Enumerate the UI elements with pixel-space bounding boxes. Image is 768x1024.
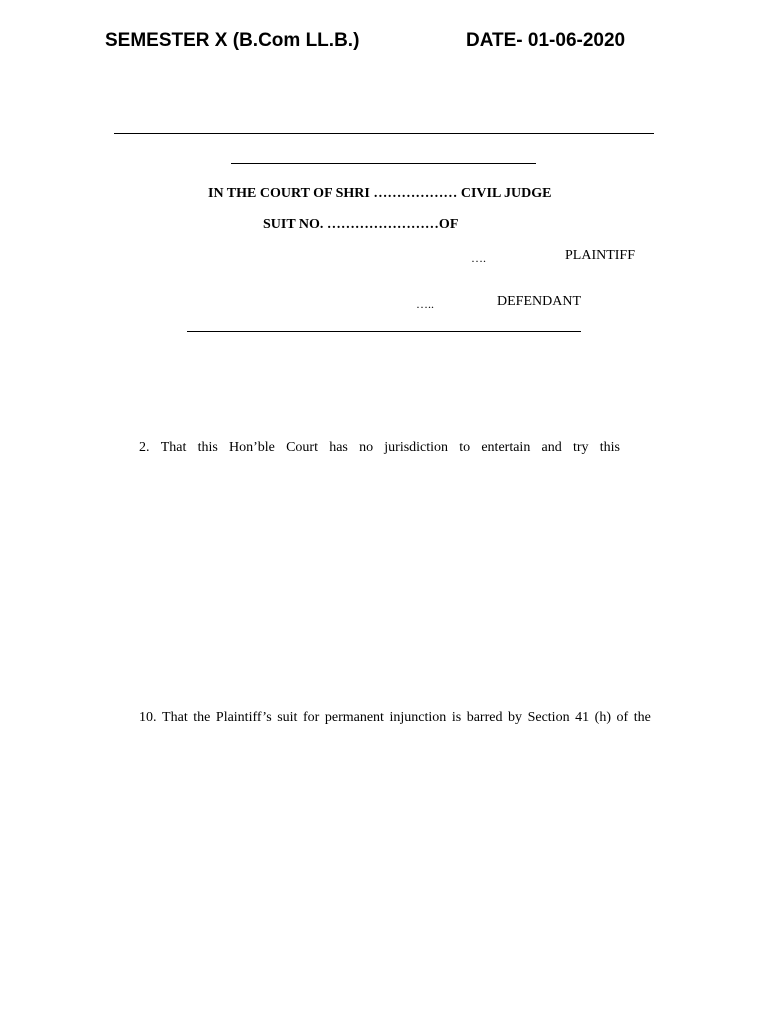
- p10-word: suit: [277, 710, 298, 725]
- p10-word: 10.: [139, 710, 157, 725]
- defendant-dots: …..: [416, 297, 434, 311]
- defendant-label: DEFENDANT: [497, 294, 581, 309]
- paragraph-2: [139, 440, 620, 456]
- plaintiff-label: PLAINTIFF: [565, 248, 636, 263]
- p2-word: Hon’ble: [229, 440, 275, 455]
- p2-word: That: [160, 440, 187, 455]
- top-rule: [114, 133, 654, 134]
- p2-word: to: [459, 440, 471, 455]
- p10-word: for: [302, 710, 320, 725]
- court-title: IN THE COURT OF SHRI ……………… CIVIL JUDGE: [208, 186, 552, 201]
- p10-word: injunction: [389, 710, 447, 725]
- p2-word: this: [197, 440, 218, 455]
- p10-word: of: [616, 710, 629, 725]
- p10-word: barred: [466, 710, 503, 725]
- p2-word: try: [572, 440, 589, 455]
- p10-word: the: [193, 710, 211, 725]
- plaintiff-dots: ….: [471, 251, 486, 265]
- p10-word: permanent: [324, 710, 384, 725]
- p2-word: and: [541, 440, 562, 455]
- paragraph-10: [139, 710, 651, 726]
- p2-word: entertain: [481, 440, 531, 455]
- p10-word: Plaintiff’s: [215, 710, 272, 725]
- p10-word: by: [508, 710, 523, 725]
- p10-word: That: [162, 710, 188, 725]
- date-heading: DATE- 01-06-2020: [466, 30, 626, 51]
- p10-word: (h): [594, 710, 611, 725]
- p2-word: jurisdiction: [384, 440, 449, 455]
- short-rule: [231, 163, 536, 164]
- p10-word: is: [451, 710, 462, 725]
- semester-heading: SEMESTER X (B.Com LL.B.): [105, 30, 360, 51]
- p2-word: this: [599, 440, 620, 455]
- bottom-rule: [187, 331, 581, 332]
- p10-word: 41: [575, 710, 590, 725]
- p2-word: 2.: [139, 440, 150, 455]
- suit-number: SUIT NO. ……………………OF: [263, 217, 459, 232]
- p2-word: has: [329, 440, 348, 455]
- p10-word: Section: [527, 710, 570, 725]
- p2-word: Court: [286, 440, 318, 455]
- p10-word: the: [633, 710, 651, 725]
- p2-word: no: [359, 440, 374, 455]
